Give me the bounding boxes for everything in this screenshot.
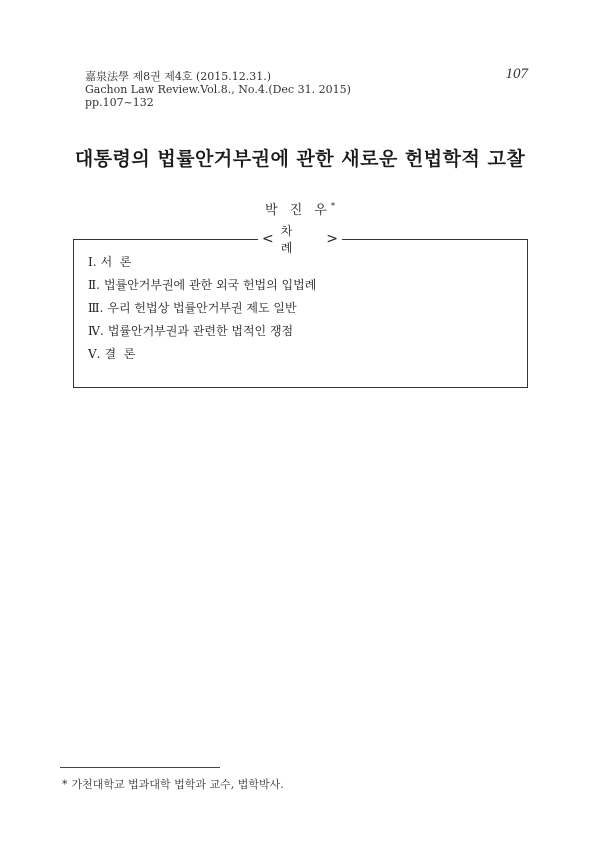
toc-item-number: Ⅴ. xyxy=(88,347,101,361)
paper-title: 대통령의 법률안거부권에 관한 새로운 헌법학적 고찰 xyxy=(74,148,526,170)
footnote-mark: * xyxy=(62,778,68,791)
footnote-divider xyxy=(60,767,220,768)
chevron-right-icon: > xyxy=(326,231,338,247)
toc-item-label: 결 론 xyxy=(104,347,136,361)
author-name: 박 진 우 xyxy=(265,203,331,218)
author-line xyxy=(0,199,600,218)
journal-title-english: Gachon Law Review.Vol.8., No.4.(Dec 31. 2015) xyxy=(85,83,351,96)
toc-list xyxy=(88,251,316,366)
toc-item-label: 법률안거부권과 관련한 법적인 쟁점 xyxy=(107,324,294,338)
author-footnote xyxy=(62,776,284,792)
journal-header xyxy=(85,70,351,109)
toc-item xyxy=(88,274,316,297)
toc-item-label: 우리 헌법상 법률안거부권 제도 일반 xyxy=(107,301,297,315)
page-range: pp.107~132 xyxy=(85,96,154,109)
toc-item xyxy=(88,297,316,320)
toc-heading-label: 차 례 xyxy=(280,224,298,255)
toc-item-label: 법률안거부권에 관한 외국 헌법의 입법례 xyxy=(103,278,317,292)
toc-item-number: Ⅱ. xyxy=(88,278,100,292)
toc-heading xyxy=(258,224,342,255)
toc-item-label: 서 론 xyxy=(100,255,132,269)
toc-item xyxy=(88,343,316,366)
toc-item-number: Ⅰ. xyxy=(88,255,97,269)
toc-item xyxy=(88,320,316,343)
journal-title-korean: 嘉泉法學 제8권 제4호 (2015.12.31.) xyxy=(85,70,272,83)
chevron-left-icon: < xyxy=(262,231,274,247)
page-number: 107 xyxy=(505,66,528,82)
footnote-text: 가천대학교 법과대학 법학과 교수, 법학박사. xyxy=(71,778,284,791)
toc-item-number: Ⅲ. xyxy=(88,301,104,315)
toc-item xyxy=(88,251,316,274)
author-footnote-mark: * xyxy=(330,201,335,211)
toc-item-number: Ⅳ. xyxy=(88,324,104,338)
